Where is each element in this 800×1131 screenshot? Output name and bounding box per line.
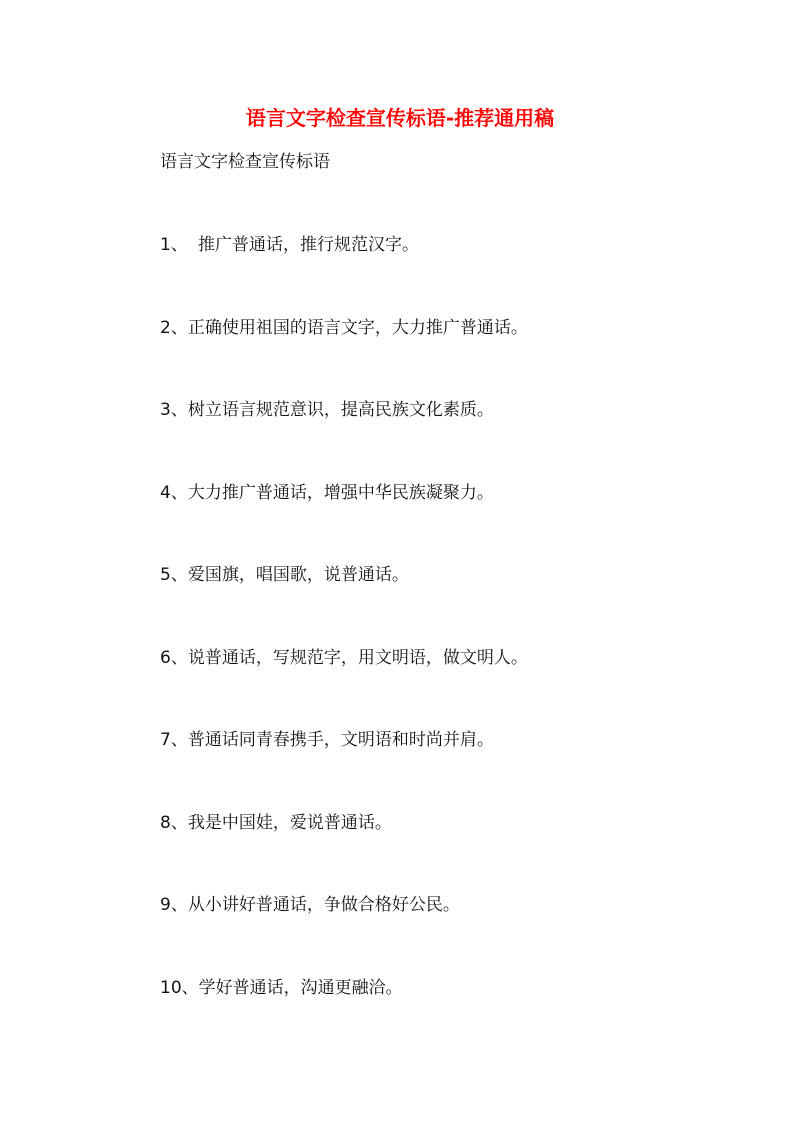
slogan-item-2 [160,315,760,398]
slogan-text: 普通话同青春携手，文明语和时尚并肩。 [187,730,494,750]
slogan-text: 大力推广普通话，增强中华民族凝聚力。 [187,482,494,503]
slogan-text: 树立语言规范意识，提高民族文化素质。 [187,400,494,420]
slogan-item-3 [160,397,760,480]
slogan-number: 3、 [160,400,188,420]
slogan-number: 5、 [160,565,188,585]
slogan-text: 说普通话，写规范字，用文明语，做文明人。 [187,647,528,668]
slogan-item-5 [160,562,760,645]
slogan-item-7 [160,727,760,810]
slogan-text: 学好普通话，沟通更融洽。 [198,977,403,998]
slogan-item-4 [160,480,760,563]
slogan-item-9 [160,892,760,975]
slogan-item-8 [160,810,760,893]
slogan-text: 正确使用祖国的语言文字，大力推广普通话。 [187,317,528,338]
slogan-text: 爱国旗，唱国歌，说普通话。 [187,565,409,585]
slogan-number: 7、 [160,730,188,750]
slogan-item-1 [160,232,760,315]
document-subtitle: 语言文字检查宣传标语 [160,152,330,172]
slogan-item-10 [160,975,760,1058]
slogan-number: 9、 [160,895,188,915]
document-title: 语言文字检查宣传标语-推荐通用稿 [245,106,555,130]
slogan-number: 1、 [160,235,194,255]
slogan-number: 2、 [160,317,188,338]
slogan-number: 4、 [160,482,188,503]
slogan-item-6 [160,645,760,728]
slogan-list [160,232,760,1057]
slogan-number: 6、 [160,647,188,668]
slogan-number: 10、 [160,977,199,998]
slogan-text: 我是中国娃，爱说普通话。 [187,812,392,833]
slogan-text: 推广普通话，推行规范汉字。 [198,235,419,255]
slogan-text: 从小讲好普通话，争做合格好公民。 [187,895,460,915]
slogan-number: 8、 [160,812,188,833]
